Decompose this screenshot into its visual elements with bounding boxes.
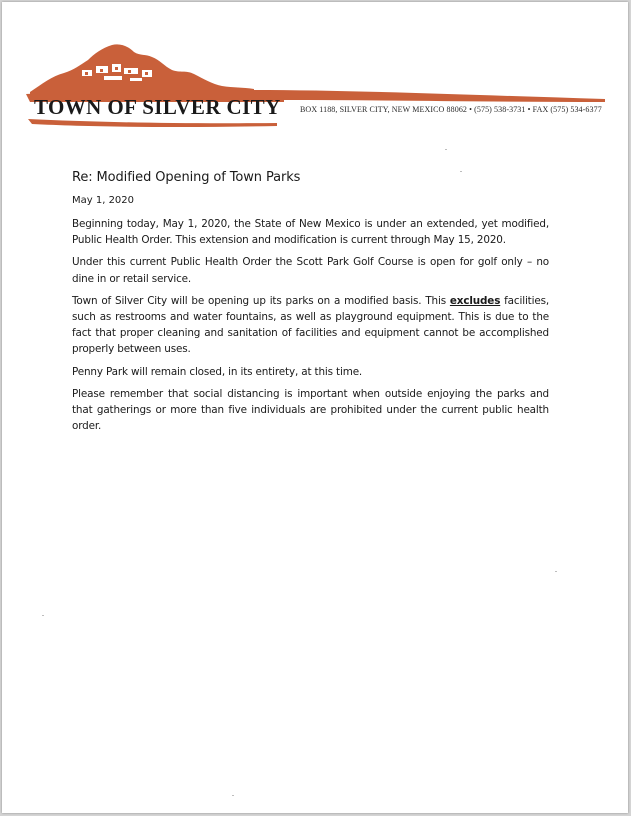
- letter-page: [2, 2, 628, 813]
- letter-date: May 1, 2020: [72, 195, 135, 206]
- scan-speck: [445, 149, 447, 150]
- logo-underline-stroke: [28, 119, 277, 127]
- scan-speck: [460, 171, 462, 172]
- letterhead: [22, 40, 607, 135]
- paragraph-social-distancing: Please remember that social distancing is important when outside enjoying the parks and that gatherings or more than five individuals are prohibited under the current public health order.: [72, 387, 549, 433]
- paragraph-golf-course: Under this current Public Health Order the Scott Park Golf Course is open for golf only – no dine in or retail service.: [72, 256, 549, 285]
- town-logo: [22, 40, 607, 135]
- letter-body: [72, 170, 549, 440]
- scan-speck: [42, 615, 44, 616]
- paragraph-parks-opening-end: facilities, such as restrooms and water fountains, as well as playground equipment. This is due to the fact that proper cleaning and sanitation of facilities and equipment cannot be accomplished properly between uses.: [72, 294, 549, 356]
- town-address: BOX 1188, SILVER CITY, NEW MEXICO 88062 • (575) 538-3731 • FAX (575) 534-6377: [300, 105, 602, 114]
- paragraph-parks-opening: [72, 293, 549, 358]
- paragraph-penny-park: Penny Park will remain closed, in its entirety, at this time.: [72, 365, 363, 378]
- town-name: TOWN OF SILVER CITY: [34, 95, 281, 119]
- scan-speck: [232, 795, 234, 796]
- scan-speck: [555, 571, 557, 572]
- paragraph-parks-opening-start: Town of Silver City will be opening up its parks on a modified basis. This: [72, 294, 450, 307]
- paragraph-health-order: Beginning today, May 1, 2020, the State of New Mexico is under an extended, yet modified, Public Health Order. This extension and modification is current through May 15, 2020.: [72, 218, 549, 247]
- letter-subject: Re: Modified Opening of Town Parks: [72, 170, 301, 185]
- excludes-emphasis: excludes: [449, 294, 501, 307]
